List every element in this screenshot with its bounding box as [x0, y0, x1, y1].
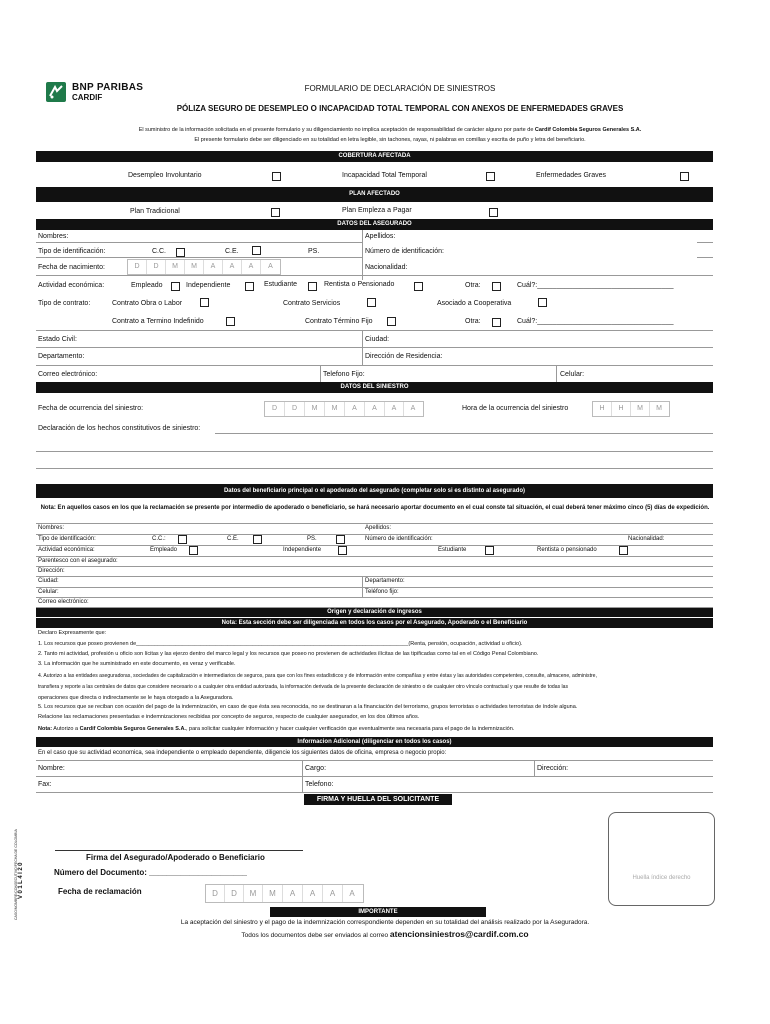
- benef-ps-label: PS.: [307, 536, 317, 542]
- intro-line-2: El presente formulario debe ser diligenciado en su totalidad en letra legible, sin tachones, rayas, ni palabras en comillas y escrita de puño y letra del beneficiario.: [194, 137, 586, 143]
- benef-departamento-label: Departamento:: [365, 578, 405, 584]
- opt-incapacidad-label: Incapacidad Total Temporal: [342, 172, 427, 179]
- origen-linea-4c: operaciones que directa o indirectamente se le haya otorgado a la Aseguradora.: [38, 695, 234, 701]
- aseg-otra-label: Otra:: [465, 282, 481, 289]
- aseg-servicios-checkbox[interactable]: [367, 298, 376, 307]
- opt-incapacidad-checkbox[interactable]: [486, 172, 495, 181]
- time-cell: H: [593, 402, 612, 416]
- date-cell: A: [410, 405, 416, 412]
- aseg-departamento-label: Departamento:: [38, 353, 85, 360]
- side-vertical-text: CASO/NOMBRE/CONSECUTIVO/FECHA DE COLOMBIA V01L4I20: [14, 829, 24, 920]
- aseg-indefinido-label: Contrato a Termino Indefinido: [112, 318, 204, 325]
- benef-estudiante-label: Estudiante: [438, 547, 467, 553]
- date-cell: D: [285, 402, 305, 416]
- sin-declaracion-line[interactable]: [215, 433, 713, 434]
- origen-nota-bar: Nota: Esta sección debe ser diligenciada en todos los casos por el Asegurado, Apoderado o el Beneficiario: [36, 618, 713, 628]
- benef-ciudad-label: Ciudad:: [38, 578, 59, 584]
- benef-rentista-checkbox[interactable]: [619, 546, 628, 555]
- date-cell: A: [349, 889, 355, 898]
- opt-enfermedades-label: Enfermedades Graves: [536, 172, 607, 179]
- origen-linea-5: 5. Los recursos que se reciban con ocasión del pago de la indemnización, en caso de que ésta sea reconocida, no se destinaran a la financiación del terrorismo, grupos terroristas o actividades terroristas de índole alguna.: [38, 704, 578, 710]
- date-cell: A: [385, 402, 404, 416]
- asegurado-bar: DATOS DEL ASEGURADO: [36, 219, 713, 230]
- importante-email-link[interactable]: atencionsiniestros@cardif.com.co: [389, 929, 529, 939]
- fingerprint-label: Huella índice derecho: [632, 875, 691, 881]
- aseg-actividad-label: Actividad económica:: [38, 282, 105, 289]
- aseg-fecha-nac-input[interactable]: [127, 259, 281, 275]
- benef-parentesco-label: Parentesco con el asegurado:: [38, 558, 118, 564]
- date-cell: D: [206, 885, 225, 902]
- benef-rentista-label: Rentista o pensionado: [537, 547, 597, 553]
- benef-apellidos-label: Apellidos:: [365, 525, 392, 531]
- benef-ce-label: C.E.: [227, 536, 239, 542]
- beneficiario-bar: Datos del beneficiario principal o el apoderado del asegurado (completar solo si es distinto al asegurado): [36, 484, 713, 498]
- siniestro-bar: DATOS DEL SINIESTRO: [36, 382, 713, 393]
- benef-nombres-label: Nombres:: [38, 525, 65, 531]
- aseg-indefinido-checkbox[interactable]: [226, 317, 235, 326]
- benef-cc-label: C.C.:: [152, 536, 166, 542]
- aseg-fijo-label: Contrato Término Fijo: [305, 318, 373, 325]
- date-cell: A: [223, 260, 242, 274]
- date-cell: M: [325, 402, 345, 416]
- sin-declaracion-line[interactable]: [36, 468, 713, 469]
- aseg-obra-checkbox[interactable]: [200, 298, 209, 307]
- firma-fecha-label: Fecha de reclamación: [58, 887, 142, 896]
- sin-declaracion-label: Declaración de los hechos constitutivos de siniestro:: [38, 425, 201, 432]
- opt-enfermedades-checkbox[interactable]: [680, 172, 689, 181]
- aseg-rentista-label: Rentista o Pensionado: [324, 281, 395, 288]
- benef-independiente-checkbox[interactable]: [338, 546, 347, 555]
- aseg-obra-label: Contrato Obra o Labor: [112, 300, 183, 307]
- aseg-apellidos-label: Apellidos:: [365, 233, 396, 240]
- origen-linea-1: 1. Los recursos que poseo provienen de_________________________________________________________________________________________(Renta, pensión, ocupación, actividad u oficio).: [38, 641, 523, 647]
- adic-telefono-label: Telefono:: [305, 781, 334, 788]
- time-cell: M: [656, 405, 662, 412]
- importante-linea-2: Todos los documentos debe ser enviados al correo atencionsiniestros@cardif.com.co: [241, 929, 529, 939]
- date-cell: A: [268, 263, 273, 270]
- aseg-ce-label: C.E.: [225, 248, 239, 255]
- benef-estudiante-checkbox[interactable]: [485, 546, 494, 555]
- aseg-ciudad-label: Ciudad:: [365, 336, 390, 343]
- firma-fecha-input[interactable]: [205, 884, 364, 903]
- origen-linea-4b: transfiera y reporte a las centrales de datos que considere necesario o a cualquier otra entidad autorizada, la información derivada de la presente declaración de siniestro o de cualquier otro vínculo contractual y que resulte de todas las: [38, 684, 569, 690]
- aseg-servicios-label: Contrato Servicios: [283, 300, 341, 307]
- benef-correo-label: Correo electrónico:: [38, 599, 89, 605]
- aseg-otra-checkbox[interactable]: [492, 282, 501, 291]
- aseg-numero-id-label: Número de identificación:: [365, 248, 444, 255]
- aseg-empleado-checkbox[interactable]: [171, 282, 180, 291]
- date-cell: M: [244, 885, 263, 902]
- aseg-nombres-label: Nombres:: [38, 233, 69, 240]
- benef-ps-checkbox[interactable]: [336, 535, 345, 544]
- date-cell: M: [305, 402, 325, 416]
- date-cell: A: [242, 260, 261, 274]
- origen-linea-2: 2. Tanto mi actividad, profesión u oficio son lícitas y las ejerzo dentro del marco legal y los recursos que poseo no provienen de actividades ilícitas de las tipificadas como tal en el Código Penal Colombiano.: [38, 651, 539, 657]
- fingerprint-box[interactable]: [608, 812, 715, 906]
- sin-declaracion-line[interactable]: [36, 451, 713, 452]
- aseg-celular-label: Celular:: [560, 371, 585, 378]
- aseg-independiente-checkbox[interactable]: [245, 282, 254, 291]
- adicional-bar: Informacion Adicional (diligenciar en todos los casos): [36, 737, 713, 747]
- aseg-independiente-label: Independiente: [186, 282, 231, 289]
- aseg-direccion-label: Dirección de Residencia:: [365, 353, 443, 360]
- date-cell: A: [323, 885, 343, 902]
- form-subtitle: PÓLIZA SEGURO DE DESEMPLEO O INCAPACIDAD TOTAL TEMPORAL CON ANEXOS DE ENFERMEDADES GRAVES: [176, 104, 624, 113]
- date-cell: D: [225, 885, 244, 902]
- plan-empleza-label: Plan Empleza a Pagar: [342, 207, 412, 214]
- aseg-estudiante-checkbox[interactable]: [308, 282, 317, 291]
- date-cell: M: [263, 885, 283, 902]
- aseg-fecha-nac-label: Fecha de nacimiento:: [38, 264, 105, 271]
- aseg-estado-civil-label: Estado Civil:: [38, 336, 77, 343]
- origen-declaro: Declaro Expresamente que:: [38, 630, 107, 636]
- plan-tradicional-checkbox[interactable]: [271, 208, 280, 217]
- logo-name: BNP PARIBAS: [72, 82, 144, 93]
- date-cell: A: [345, 402, 365, 416]
- benef-empleado-checkbox[interactable]: [189, 546, 198, 555]
- adic-nombre-label: Nombre:: [38, 765, 65, 772]
- firma-bar: FIRMA Y HUELLA DEL SOLICITANTE: [304, 794, 452, 805]
- date-cell: A: [365, 402, 385, 416]
- benef-celular-label: Celular:: [38, 589, 59, 595]
- aseg-ps-label: PS.: [308, 248, 320, 255]
- adic-direccion-label: Dirección:: [537, 765, 569, 772]
- adic-fax-label: Fax:: [38, 781, 52, 788]
- date-cell: A: [283, 885, 303, 902]
- date-cell: M: [166, 260, 185, 274]
- aseg-cc-checkbox[interactable]: [176, 248, 185, 257]
- benef-nota: Nota: En aquellos casos en los que la reclamación se presente por intermedio de apoderado o beneficiario, se hará necesario aportar documento en el cual conste tal situación, el cual deberá tener máximo cinco (5) días de expedición.: [40, 505, 710, 511]
- aseg-cooperativa-checkbox[interactable]: [538, 298, 547, 307]
- date-cell: D: [128, 260, 147, 274]
- aseg-cual-field[interactable]: Cuál?:___________________________________: [517, 282, 674, 289]
- sin-hora-label: Hora de la ocurrencia del siniestro: [462, 405, 569, 412]
- plan-empleza-checkbox[interactable]: [489, 208, 498, 217]
- date-cell: A: [204, 260, 223, 274]
- cobertura-bar: COBERTURA AFECTADA: [36, 151, 713, 162]
- importante-linea-1: La aceptación del siniestro y el pago de la indemnización correspondiente dependen en su totalidad del análisis realizado por la Aseguradora.: [180, 919, 590, 926]
- aseg-cual2-field[interactable]: Cuál?:___________________________________: [517, 318, 674, 325]
- origen-nota: Nota: Autorizo a Cardif Colombia Seguros Generales S.A., para solicitar cualquier información y hacer cualquier verificación que eventualmente sea necesaria para el pago de la indemnización.: [38, 726, 515, 732]
- logo-sub: CARDIF: [72, 93, 103, 102]
- form-title: FORMULARIO DE DECLARACIÓN DE SINIESTROS: [304, 84, 496, 93]
- firma-numero-doc[interactable]: Número del Documento: ______________________: [54, 868, 247, 877]
- sin-fecha-label: Fecha de ocurrencia del siniestro:: [38, 405, 144, 412]
- adic-cargo-label: Cargo:: [305, 765, 327, 772]
- date-cell: A: [303, 885, 323, 902]
- origen-linea-4a: 4. Autorizo a las entidades aseguradoras, sociedades de capitalización e intermediarios de seguros, para que con los fines estadísticos y de información entre compañías y entre éstas y las autoridades competentes, consulte, almacene, administre,: [38, 673, 597, 679]
- date-cell: D: [265, 402, 285, 416]
- aseg-tipo-id-label: Tipo de identificación:: [38, 248, 106, 255]
- benef-actividad-label: Actividad económica:: [38, 547, 95, 553]
- benef-numero-id-label: Número de identificación:: [365, 536, 433, 542]
- aseg-tipo-contrato-label: Tipo de contrato:: [38, 300, 91, 307]
- plan-bar: PLAN AFECTADO: [36, 187, 713, 202]
- aseg-nacionalidad-label: Nacionalidad:: [365, 264, 408, 271]
- aseg-estudiante-label: Estudiante: [264, 281, 298, 288]
- benef-direccion-label: Dirección:: [38, 568, 65, 574]
- aseg-empleado-label: Empleado: [131, 282, 163, 289]
- benef-nacionalidad-label: Nacionalidad:: [628, 536, 665, 542]
- aseg-cc-label: C.C.: [152, 248, 166, 255]
- opt-desempleo-checkbox[interactable]: [272, 172, 281, 181]
- date-cell: M: [185, 260, 204, 274]
- aseg-otra2-checkbox[interactable]: [492, 318, 501, 327]
- plan-tradicional-label: Plan Tradicional: [130, 208, 180, 215]
- origen-linea-3: 3. La información que he suministrado en este documento, es veraz y verificable.: [38, 661, 236, 667]
- aseg-cooperativa-label: Asociado a Cooperativa: [437, 300, 512, 307]
- aseg-ce-checkbox[interactable]: [252, 246, 261, 255]
- importante-bar: IMPORTANTE: [270, 907, 486, 917]
- origen-bar: Origen y declaración de ingresos: [36, 608, 713, 617]
- benef-empleado-label: Empleado: [150, 547, 178, 553]
- time-cell: M: [631, 402, 650, 416]
- benef-ce-checkbox[interactable]: [253, 535, 262, 544]
- adicional-intro: En el caso que su actividad economica, sea independiente o empleado dependiente, diligencie los siguientes datos de oficina, empresa o negocio propio:: [38, 750, 447, 756]
- sin-fecha-input[interactable]: [264, 401, 424, 417]
- origen-linea-6: Relacione las reclamaciones presentadas e indemnizaciones recibidas por concepto de seguros, respecto de cualquier asegurador, en los dos últimos años.: [38, 714, 420, 720]
- aseg-fijo-checkbox[interactable]: [387, 317, 396, 326]
- firma-signature-line[interactable]: [55, 850, 303, 851]
- benef-tipo-id-label: Tipo de identificación:: [38, 536, 96, 542]
- intro-line-1: El suministro de la información solicitada en el presente formulario y su diligenciamiento no implica aceptación de responsabilidad de carácter alguno por parte de Cardif Colombia Seguros Generales S.A.: [138, 127, 642, 133]
- benef-independiente-label: Independiente: [283, 547, 322, 553]
- aseg-correo-label: Correo electrónico:: [38, 371, 98, 378]
- sin-hora-input[interactable]: [592, 401, 670, 417]
- firma-label: Firma del Asegurado/Apoderado o Beneficiario: [86, 853, 265, 862]
- benef-telefono-label: Teléfono fijo:: [365, 589, 399, 595]
- date-cell: D: [147, 260, 166, 274]
- aseg-rentista-checkbox[interactable]: [414, 282, 423, 291]
- opt-desempleo-label: Desempleo Involuntario: [128, 172, 202, 179]
- time-cell: H: [612, 402, 631, 416]
- aseg-telefono-label: Telefono Fijo:: [323, 371, 365, 378]
- aseg-otra2-label: Otra:: [465, 318, 481, 325]
- benef-cc-checkbox[interactable]: [178, 535, 187, 544]
